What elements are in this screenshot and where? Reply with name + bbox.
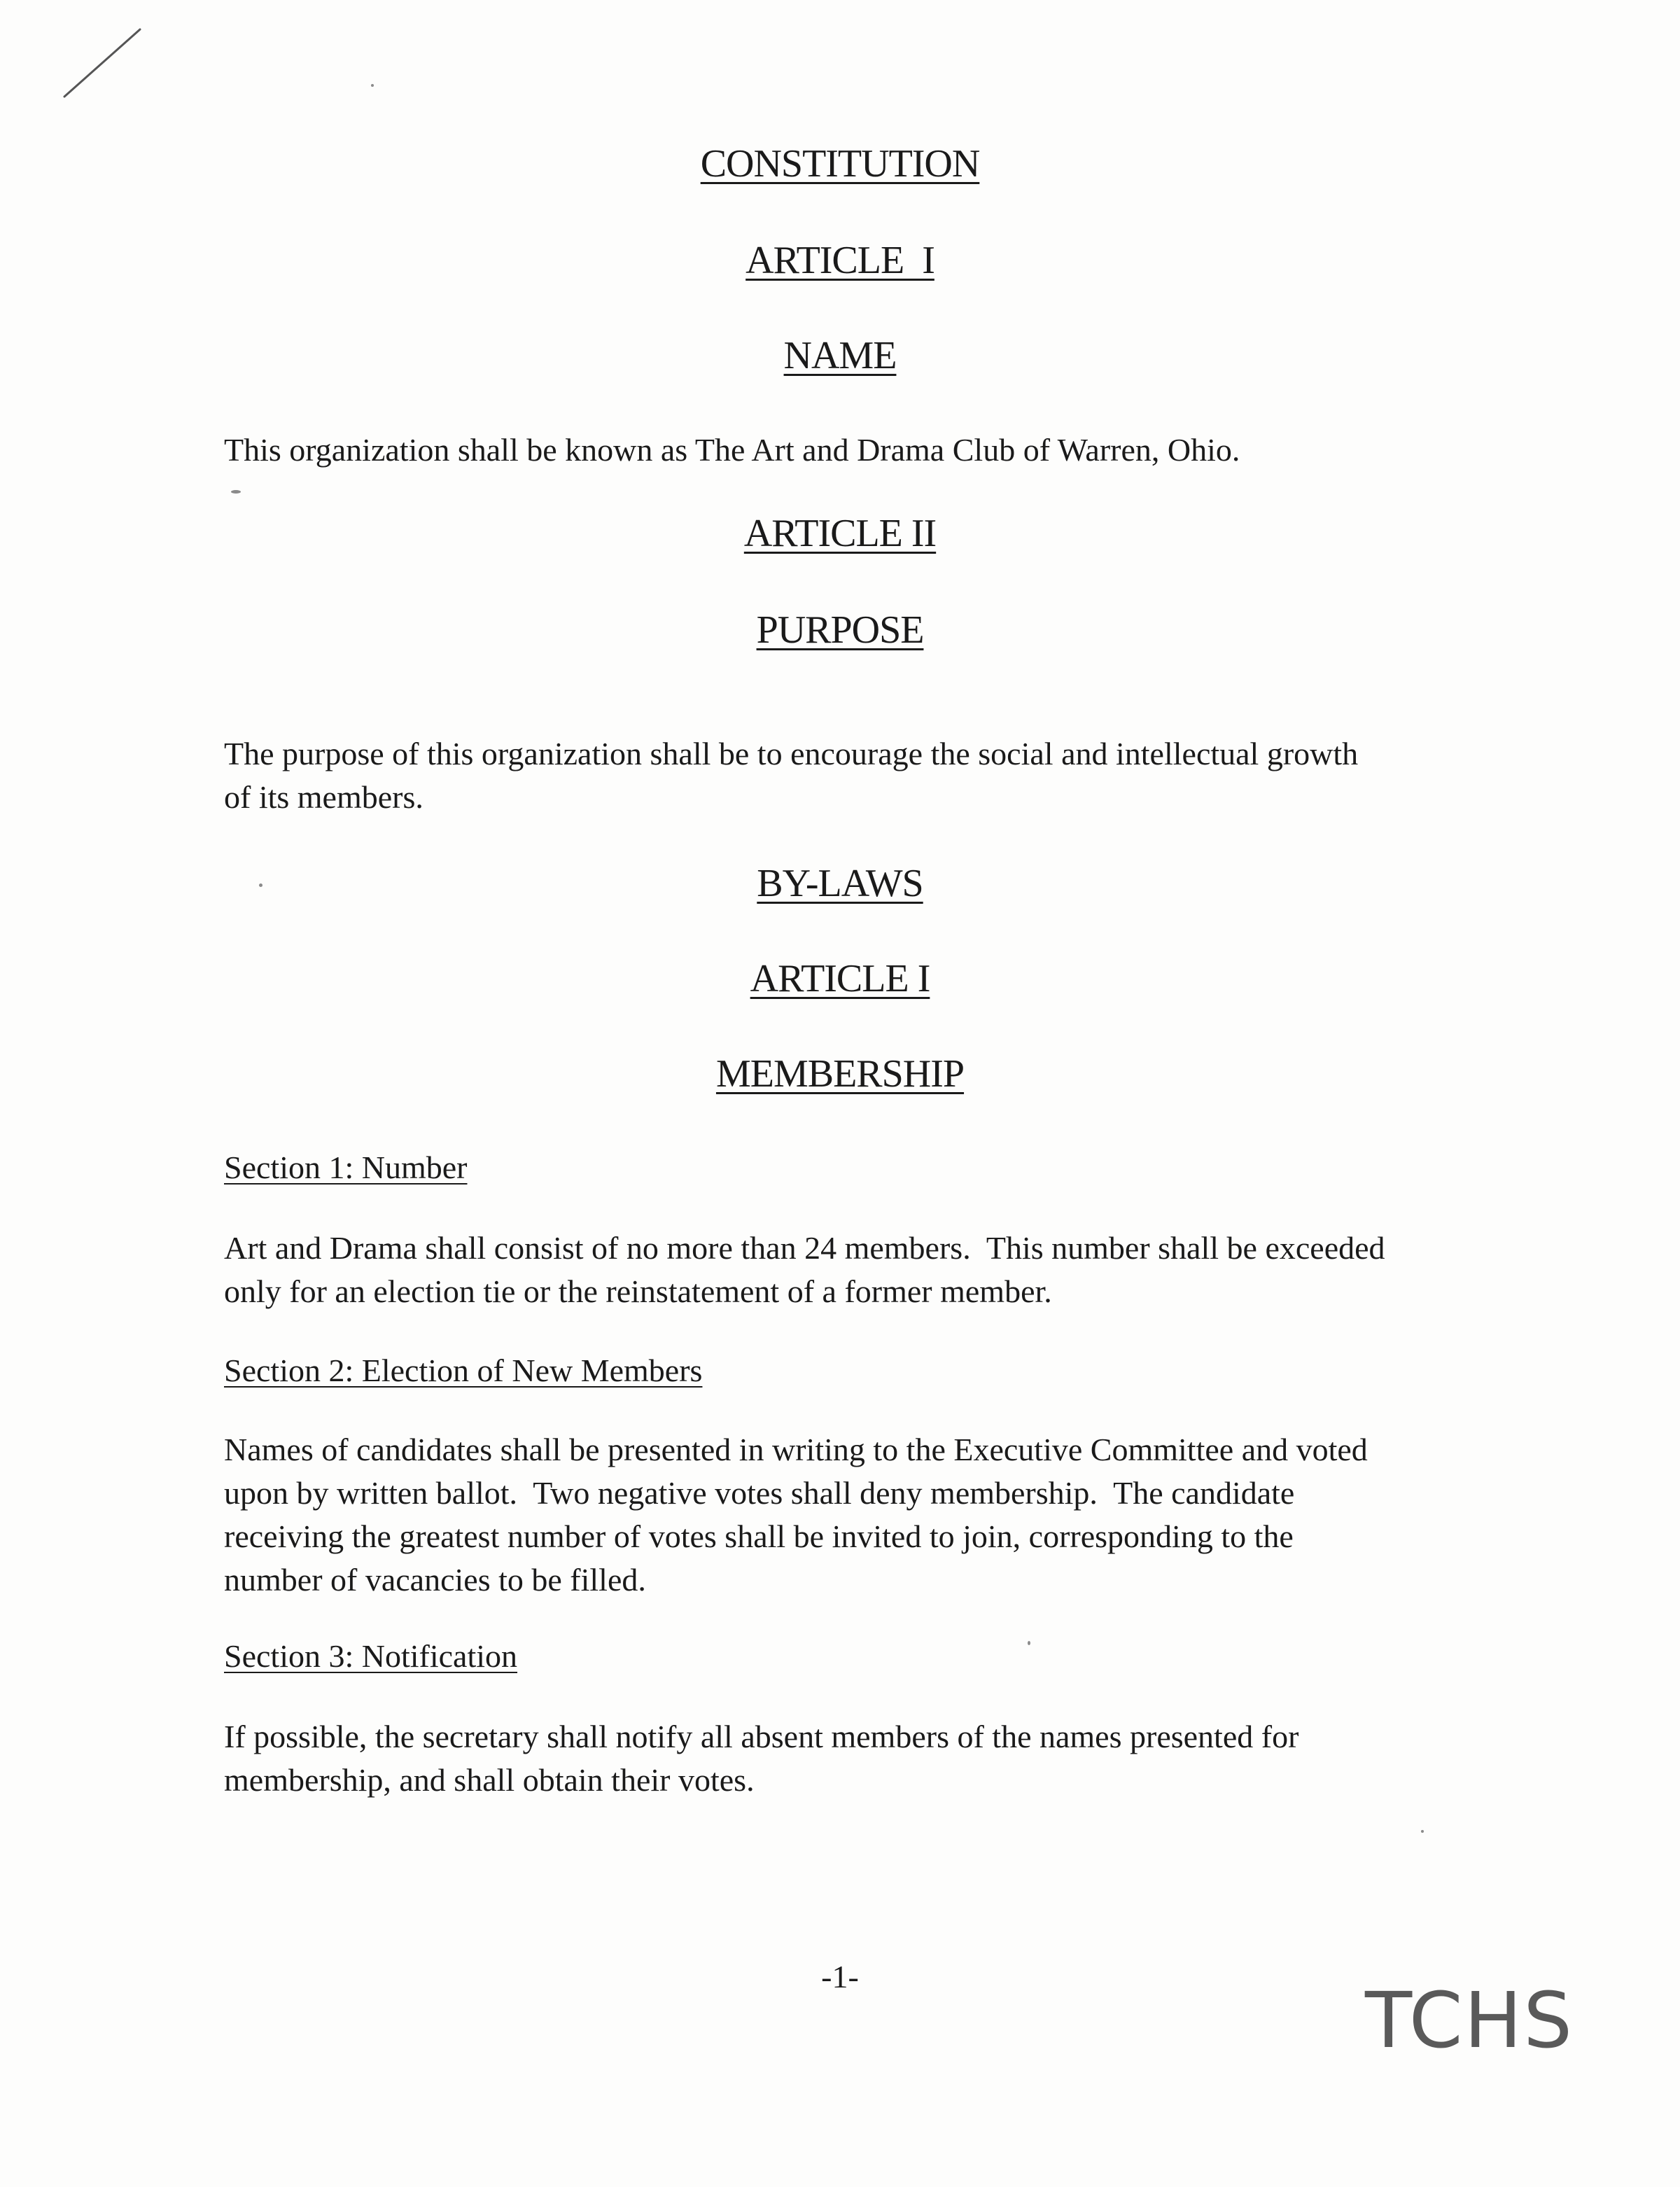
heading-bylaws: BY-LAWS <box>757 862 923 905</box>
section-2-line: receiving the greatest number of votes shall be invited to join, corresponding to the <box>224 1518 1294 1554</box>
section-2-paragraph <box>224 1428 1484 1602</box>
section-2-title: Section 2: Election of New Members <box>224 1353 703 1388</box>
tchs-watermark: TCHS <box>1365 1976 1574 2065</box>
heading-name: NAME <box>783 334 897 377</box>
scan-speck <box>1028 1641 1030 1645</box>
heading-purpose: PURPOSE <box>756 608 924 652</box>
section-1-line: only for an election tie or the reinstatement of a former member. <box>224 1273 1052 1309</box>
scan-speck <box>231 490 241 494</box>
section-3-title: Section 3: Notification <box>224 1638 518 1674</box>
purpose-line: of its members. <box>224 779 424 815</box>
section-2-line: upon by written ballot. Two negative votes shall deny membership. The candidate <box>224 1475 1295 1511</box>
heading-constitution: CONSTITUTION <box>700 142 980 186</box>
heading-article-1: ARTICLE I <box>746 239 934 282</box>
name-text: This organization shall be known as The Art and Drama Club of Warren, Ohio. <box>224 432 1240 468</box>
purpose-line: The purpose of this organization shall be to encourage the social and intellectual growth <box>224 736 1359 771</box>
section-3-line: membership, and shall obtain their votes. <box>224 1762 755 1798</box>
heading-article-2: ARTICLE II <box>743 512 937 555</box>
section-3-paragraph <box>224 1715 1484 1802</box>
section-1-paragraph <box>224 1227 1484 1313</box>
section-2-line: number of vacancies to be filled. <box>224 1562 646 1598</box>
scan-speck <box>1421 1830 1424 1833</box>
section-1-title: Section 1: Number <box>224 1150 468 1185</box>
heading-membership: MEMBERSHIP <box>715 1052 965 1096</box>
section-3-line: If possible, the secretary shall notify all absent members of the names presented for <box>224 1719 1299 1754</box>
section-1-line: Art and Drama shall consist of no more than 24 members. This number shall be exceeded <box>224 1230 1385 1266</box>
page-number: -1- <box>821 1959 859 1994</box>
name-paragraph <box>224 428 1484 472</box>
scan-speck <box>371 84 374 87</box>
purpose-paragraph <box>224 732 1484 819</box>
section-2-line: Names of candidates shall be presented in writing to the Executive Committee and voted <box>224 1432 1368 1467</box>
pen-stroke-mark <box>56 21 154 105</box>
heading-bylaws-article-1: ARTICLE I <box>750 957 930 1000</box>
